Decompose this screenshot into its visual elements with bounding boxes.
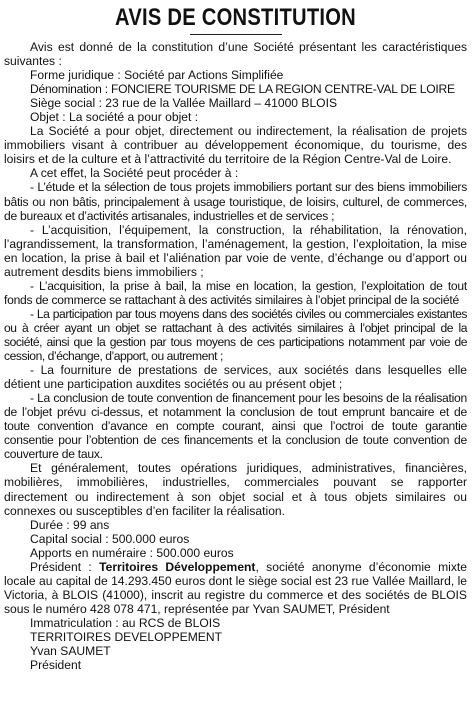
- title-underline: [190, 34, 282, 35]
- signature-name: Yvan SAUMET: [30, 644, 111, 659]
- signature-title: Président: [30, 658, 82, 673]
- president-company-name: Territoires Développement: [99, 559, 256, 574]
- intro-paragraph: Avis est donné de la constitution d’une Société présentant les caractéristiques suivantes :: [4, 40, 467, 69]
- registration-line: Immatriculation : au RCS de BLOIS: [30, 615, 221, 630]
- purpose-heading: Objet : La société a pour objet :: [30, 110, 199, 125]
- company-name-line: Dénomination : FONCIERE TOURISME DE LA REGION CENTRE-VAL DE LOIRE: [30, 82, 455, 97]
- purpose-item: - L’étude et la sélection de tous projets immobiliers portant sur des biens immobiliers bâtis ou non bâtis, principalement à usage touristique, de loisirs, culturel, de commerces, de bureaux et d’activités artisanales, industrielles et de services ;: [4, 180, 467, 223]
- president-paragraph: [4, 560, 467, 616]
- registered-office-line: Siège social : 23 rue de la Vallée Maillard – 41000 BLOIS: [30, 96, 338, 111]
- signature-company: TERRITOIRES DEVELOPPEMENT: [30, 629, 222, 644]
- duration-line: Durée : 99 ans: [30, 517, 110, 532]
- purpose-item: - L’acquisition, la prise à bail, la mise en location, la gestion, l’exploitation de tout fonds de commerce se rattachant à des activités similaires à l’objet principal de la société: [4, 278, 467, 307]
- notice-title: AVIS DE CONSTITUTION: [114, 4, 357, 31]
- legal-form-line: Forme juridique : Société par Actions Simplifiée: [30, 68, 284, 83]
- share-capital-line: Capital social : 500.000 euros: [30, 531, 190, 546]
- cash-contributions-line: Apports en numéraire : 500.000 euros: [30, 545, 234, 560]
- purpose-intro-line: A cet effet, la Société peut procéder à :: [30, 166, 239, 181]
- purpose-item: - La fourniture de prestations de services, aux sociétés dans lesquelles elle détient une participation auxdites sociétés ou au présent objet ;: [4, 363, 467, 392]
- president-details: , société anonyme d’économie mixte locale au capital de 14.293.450 euros dont le siège social est 23 rue Vallée Maillard, le Victoria, à BLOIS (41000), inscrit au registre du commerce et des sociétés de BLOIS sous le numéro 428 078 471, représentée par Yvan SAUMET, Président: [4, 559, 468, 616]
- purpose-paragraph: La Société a pour objet, directement ou indirectement, la réalisation de projets immobiliers visant à contribuer au développement économique, du tourisme, des loisirs et de la culture et à l’attractivité du territoire de la Région Centre-Val de Loire.: [4, 124, 467, 167]
- purpose-item: - La conclusion de toute convention de financement pour les besoins de la réalisation de l’objet prévu ci-dessus, et notamment la conclusion de tout emprunt bancaire et de toute convention d’avance en compte courant, ainsi que l’octroi de toute garantie consentie pour l’obtention de ces financements et la conclusion de toute convention de couverture de taux.: [4, 391, 467, 462]
- purpose-item: - L’acquisition, l’équipement, la construction, la réhabilitation, la rénovation, l’agrandissement, la transformation, l’aménagement, la gestion, l’exploitation, la mise en location, la prise à bail et l’aliénation par voie de vente, d’échange ou d’apport ou autrement desdits biens immobiliers ;: [4, 222, 467, 279]
- president-label: Président :: [30, 559, 100, 574]
- general-purpose-paragraph: Et généralement, toutes opérations juridiques, administratives, financières, mobilières, immobilières, industrielles, commerciales pouvant se rapporter directement ou indirectement à son objet social et à tous objets similaires ou connexes ou susceptibles d’en faciliter la réalisation.: [4, 461, 467, 518]
- purpose-item: - La participation par tous moyens dans des sociétés civiles ou commerciales existantes ou à créer ayant un objet se rattachant à des activités similaires à l’objet principal de la société, ainsi que la gestion par tous moyens de ces participations notamment par voie de cession, d’échange, d’apport, ou autrement ;: [4, 306, 467, 364]
